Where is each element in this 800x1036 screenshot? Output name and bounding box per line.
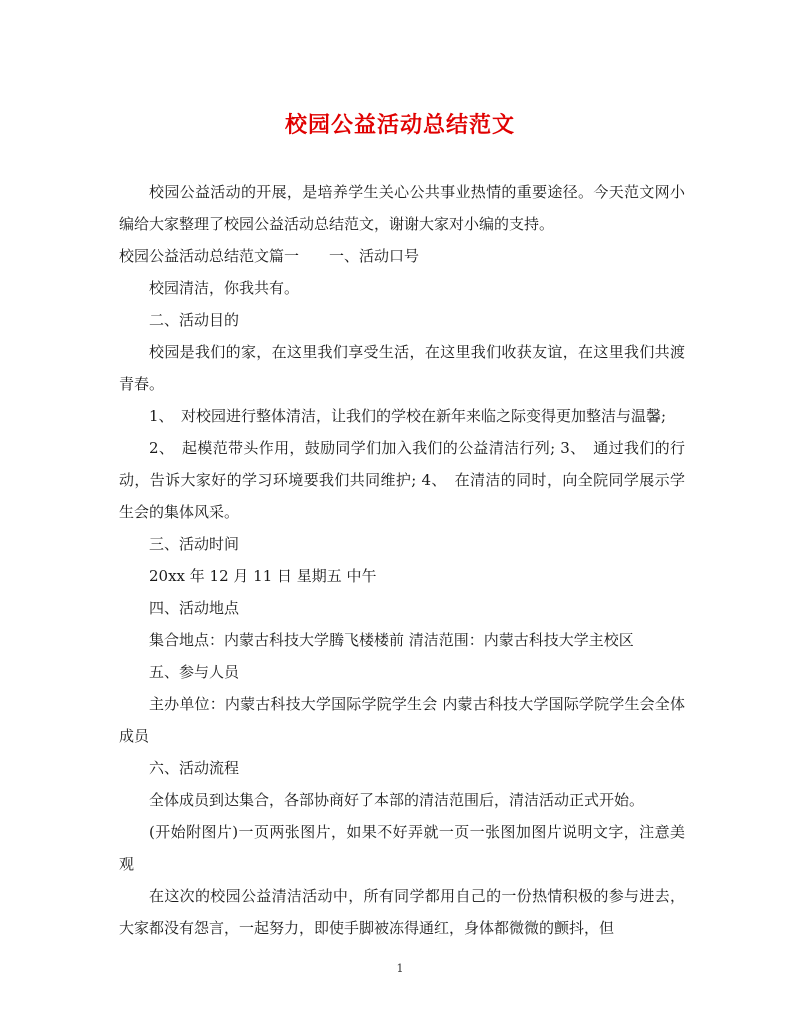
paragraph-heading-part-one: 校园公益活动总结范文篇一 一、活动口号 (119, 247, 420, 265)
paragraph-time: 20xx 年 12 月 11 日 星期五 中午 (149, 567, 377, 585)
document-title: 校园公益活动总结范文 (284, 112, 515, 138)
paragraph-slogan: 校园清洁，你我共有。 (149, 279, 300, 297)
paragraph-image-note: (开始附图片)一页两张图片，如果不好弄就一页一张图加图片说明文字，注意美观 (119, 823, 685, 873)
paragraph-summary: 在这次的校园公益清洁活动中，所有同学都用自己的一份热情积极的参与进去，大家都没有怨言，一起努力，即使手脚被冻得通红，身体都微微的颤抖，但 (119, 887, 685, 937)
section-heading-participants: 五、参与人员 (149, 663, 240, 681)
paragraph-purpose-items-2-4: 2、 起模范带头作用，鼓励同学们加入我们的公益清洁行列; 3、 通过我们的行动，告诉大家好的学习环境要我们共同维护; 4、 在清洁的同时，向全院同学展示学生会的集体风采。 (119, 439, 685, 521)
document-body (119, 176, 685, 944)
paragraph-purpose-item-1: 1、 对校园进行整体清洁，让我们的学校在新年来临之际变得更加整洁与温馨; (149, 407, 667, 425)
paragraph-intro: 校园公益活动的开展，是培养学生关心公共事业热情的重要途径。今天范文网小编给大家整理了校园公益活动总结范文，谢谢大家对小编的支持。 (119, 183, 685, 233)
paragraph-location: 集合地点：内蒙古科技大学腾飞楼楼前 清洁范围：内蒙古科技大学主校区 (149, 631, 634, 649)
section-heading-location: 四、活动地点 (149, 599, 240, 617)
paragraph-process: 全体成员到达集合，各部协商好了本部的清洁范围后，清洁活动正式开始。 (149, 791, 645, 809)
section-heading-purpose: 二、活动目的 (149, 311, 240, 329)
page-number: 1 (396, 962, 404, 975)
paragraph-purpose: 校园是我们的家，在这里我们享受生活，在这里我们收获友谊，在这里我们共渡青春。 (119, 343, 685, 393)
paragraph-participants: 主办单位：内蒙古科技大学国际学院学生会 内蒙古科技大学国际学院学生会全体成员 (119, 695, 685, 745)
section-heading-time: 三、活动时间 (149, 535, 240, 553)
section-heading-process: 六、活动流程 (149, 759, 240, 777)
